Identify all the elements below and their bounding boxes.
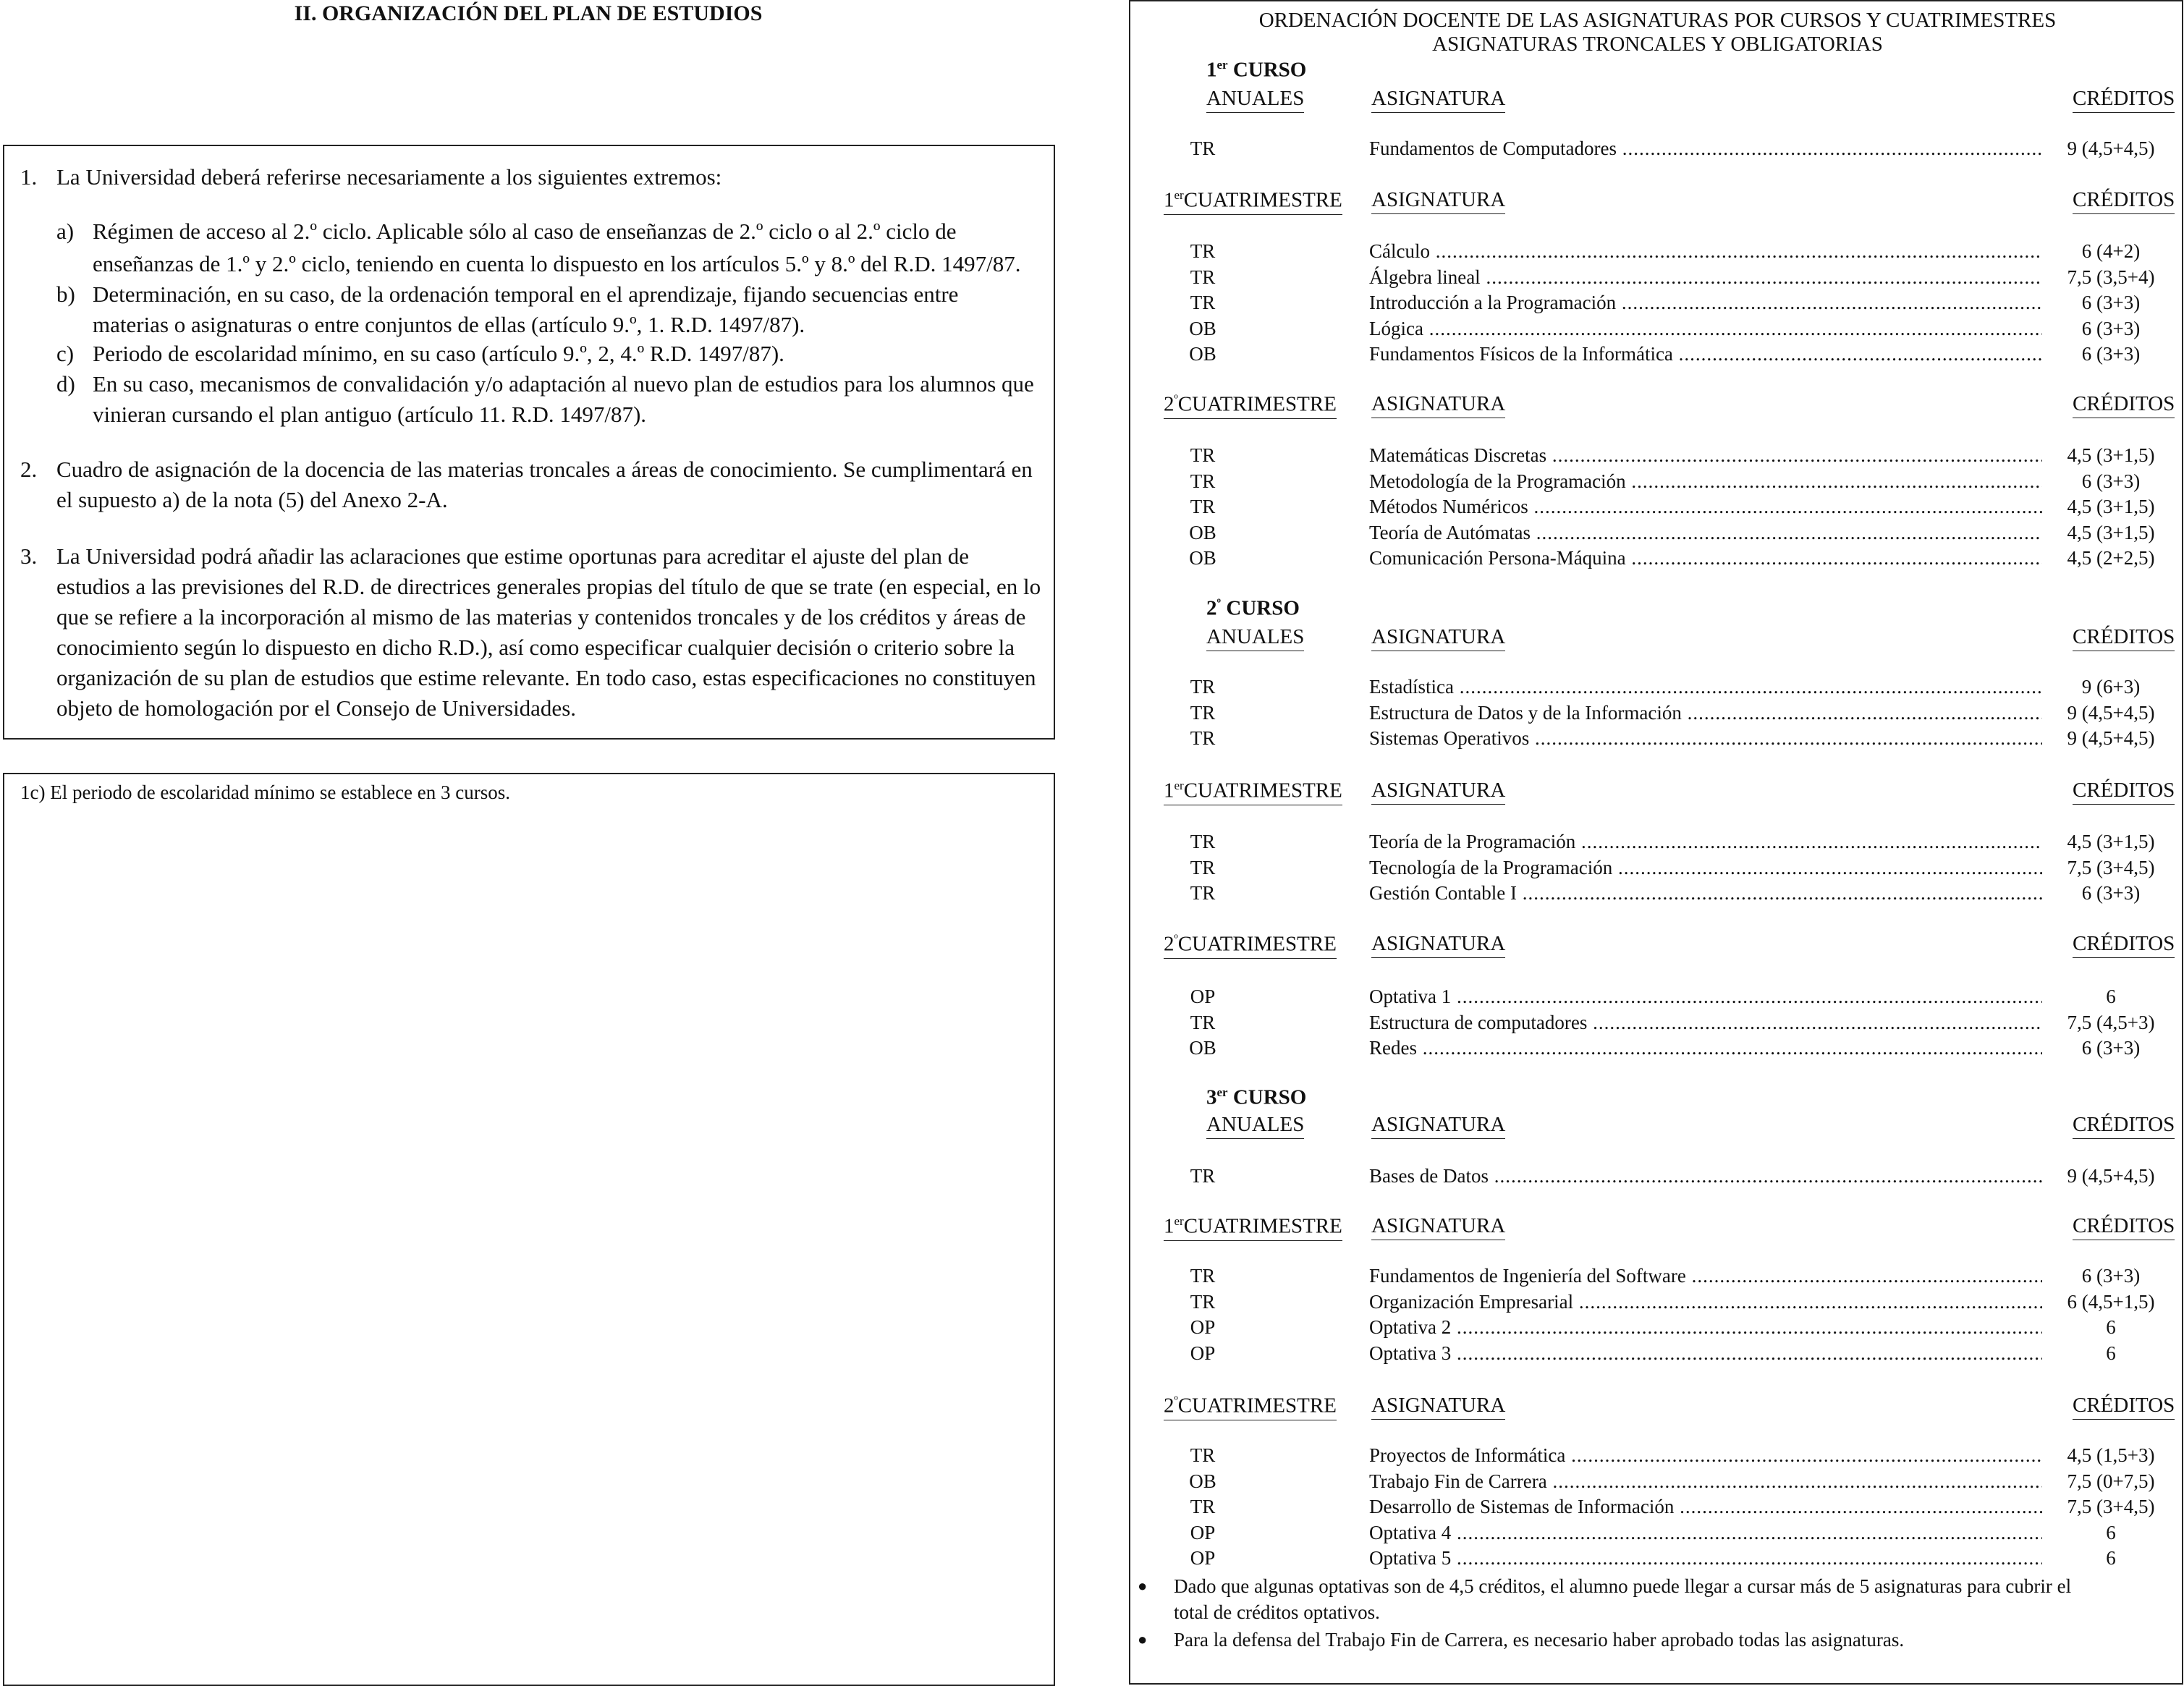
notes-box	[3, 773, 1055, 1686]
course-row	[1130, 831, 2184, 857]
item-line: Cuadro de asignación de la docencia de las materias troncales a áreas de conocimiento. Se cumplimentará en	[56, 457, 1033, 482]
course-credits: 6 (3+3)	[2081, 470, 2141, 492]
course-type: TR	[1190, 701, 1216, 724]
page-title: II. ORGANIZACIÓN DEL PLAN DE ESTUDIOS	[294, 1, 763, 25]
period-header: $2^ºCUATRIMESTRE$	[1164, 392, 1337, 419]
course-subject: Optativa 3 .....	[1369, 1342, 2042, 1365]
note-line: total de créditos optativos.	[1174, 1601, 1380, 1623]
course-subject: Estadística .....	[1369, 676, 2042, 698]
course-subject: Metodología de la Programación .....	[1369, 470, 2042, 493]
course-type: TR	[1190, 266, 1216, 288]
course-subject: Tecnología de la Programación .....	[1369, 857, 2042, 879]
bullet-icon: ●	[1138, 1577, 1148, 1595]
course-credits: 7,5 (0+7,5)	[2067, 1470, 2155, 1492]
column-header-asignatura: ASIGNATURA	[1371, 392, 1505, 418]
course-row	[1130, 857, 2184, 883]
column-header-asignatura: ASIGNATURA	[1371, 1394, 1505, 1420]
course-credits: 6 (3+3)	[2081, 292, 2141, 313]
column-header-creditos: CRÉDITOS	[2073, 932, 2175, 958]
course-type: TR	[1190, 444, 1216, 466]
course-subject: Desarrollo de Sistemas de Información .....	[1369, 1496, 2042, 1518]
course-subject: Métodos Numéricos .....	[1369, 496, 2042, 518]
course-type: OB	[1189, 1037, 1216, 1059]
course-subject: Optativa 1 .....	[1369, 986, 2042, 1008]
course-credits: 4,5 (1,5+3)	[2067, 1444, 2155, 1466]
column-header-creditos: CRÉDITOS	[2073, 188, 2175, 214]
column-header-creditos: CRÉDITOS	[2073, 1394, 2175, 1420]
course-type: TR	[1190, 1011, 1216, 1033]
course-row	[1130, 1470, 2184, 1496]
course-credits: 4,5 (2+2,5)	[2067, 547, 2155, 569]
column-header-creditos: CRÉDITOS	[2073, 87, 2175, 113]
item-line: conocimiento según lo dispuesto en dicho R.D.), así como especificar cualquier decisión o criterio sobre la	[56, 635, 1015, 660]
course-subject: Organización Empresarial .....	[1369, 1291, 2042, 1313]
course-subject: Optativa 5 .....	[1369, 1547, 2042, 1569]
curso-label: 3er CURSO	[1206, 1085, 1307, 1109]
course-subject: Optativa 4 .....	[1369, 1522, 2042, 1544]
course-row	[1130, 1291, 2184, 1317]
course-subject: Estructura de computadores .....	[1369, 1012, 2042, 1034]
course-row	[1130, 676, 2184, 702]
course-subject: Comunicación Persona-Máquina .....	[1369, 547, 2042, 569]
course-credits: 4,5 (3+1,5)	[2067, 496, 2155, 517]
course-subject: Introducción a la Programación .....	[1369, 292, 2042, 314]
course-row	[1130, 470, 2184, 496]
course-row	[1130, 1012, 2184, 1038]
course-type: TR	[1190, 831, 1216, 852]
course-row	[1130, 522, 2184, 548]
course-credits: 9 (4,5+4,5)	[2067, 1165, 2155, 1187]
column-header-asignatura: ASIGNATURA	[1371, 932, 1505, 958]
bullet-icon: ●	[1138, 1630, 1148, 1648]
course-row	[1130, 318, 2184, 344]
course-row	[1130, 1165, 2184, 1191]
course-credits: 7,5 (3+4,5)	[2067, 1496, 2155, 1517]
course-credits: 6	[2106, 1521, 2116, 1543]
note-line: Para la defensa del Trabajo Fin de Carrera, es necesario haber aprobado todas las asignaturas.	[1174, 1629, 1905, 1651]
column-header-creditos: CRÉDITOS	[2073, 392, 2175, 418]
course-row	[1130, 137, 2184, 164]
course-type: OB	[1189, 317, 1216, 339]
subitem-label: d)	[56, 371, 75, 397]
course-row	[1130, 292, 2184, 318]
course-credits: 4,5 (3+1,5)	[2067, 831, 2155, 852]
course-row	[1130, 1522, 2184, 1548]
course-type: OP	[1190, 986, 1216, 1007]
course-subject: Trabajo Fin de Carrera .....	[1369, 1470, 2042, 1493]
note-line: Dado que algunas optativas son de 4,5 créditos, el alumno puede llegar a cursar más de 5 asignaturas para cubrir el	[1174, 1575, 2072, 1597]
course-type: TR	[1190, 1290, 1216, 1313]
course-row	[1130, 547, 2184, 573]
course-type: OB	[1189, 521, 1216, 543]
course-type: TR	[1190, 292, 1216, 313]
course-type: TR	[1190, 882, 1216, 904]
course-credits: 6 (3+3)	[2081, 317, 2141, 339]
subitem-label: b)	[56, 281, 75, 307]
item-text: La Universidad deberá referirse necesariamente a los siguientes extremos:	[56, 164, 722, 190]
item-line: La Universidad podrá añadir las aclaraciones que estime oportunas para acreditar el ajuste del plan de	[56, 543, 969, 569]
course-credits: 6	[2106, 1316, 2116, 1338]
course-row	[1130, 882, 2184, 908]
course-row	[1130, 1037, 2184, 1063]
course-credits: 9 (4,5+4,5)	[2067, 701, 2155, 724]
course-type: OP	[1190, 1316, 1216, 1338]
column-header-asignatura: ASIGNATURA	[1371, 188, 1505, 214]
course-type: OB	[1189, 343, 1216, 365]
column-header-asignatura: ASIGNATURA	[1371, 625, 1505, 651]
course-row	[1130, 1547, 2184, 1573]
course-credits: 4,5 (3+1,5)	[2067, 444, 2155, 466]
subitem-line: vinieran cursando el plan antiguo (artículo 11. R.D. 1497/87).	[93, 402, 647, 427]
item-line: objeto de homologación por el Consejo de Universidades.	[56, 695, 577, 721]
course-type: TR	[1190, 727, 1216, 749]
subitem-line: enseñanzas de 1.º y 2.º ciclo, teniendo en cuenta lo dispuesto en los artículos 5.º y 8.º del R.D. 1497/87.	[93, 251, 1021, 276]
section-subheading: ASIGNATURAS TRONCALES Y OBLIGATORIAS	[1432, 33, 1883, 56]
course-type: TR	[1190, 470, 1216, 492]
course-row	[1130, 240, 2184, 266]
course-row	[1130, 496, 2184, 522]
subitem-line: En su caso, mecanismos de convalidación y/o adaptación al nuevo plan de estudios para los alumnos que	[93, 371, 1034, 397]
course-type: TR	[1190, 676, 1216, 698]
course-type: TR	[1190, 856, 1216, 878]
column-header-asignatura: ASIGNATURA	[1371, 1214, 1505, 1240]
course-row	[1130, 1342, 2184, 1368]
course-credits: 4,5 (3+1,5)	[2067, 521, 2155, 543]
course-subject: Gestión Contable I .....	[1369, 882, 2042, 905]
course-subject: Bases de Datos .....	[1369, 1165, 2042, 1187]
course-row	[1130, 343, 2184, 369]
column-header-creditos: CRÉDITOS	[2073, 625, 2175, 651]
note-bullet	[1138, 1573, 2165, 1625]
course-type: TR	[1190, 1496, 1216, 1517]
course-credits: 6 (3+3)	[2081, 882, 2141, 904]
period-header: 1erCUATRIMESTRE	[1164, 779, 1342, 805]
course-type: TR	[1190, 496, 1216, 517]
course-credits: 6	[2106, 986, 2116, 1007]
course-subject: Teoría de la Programación .....	[1369, 831, 2042, 853]
subitem-line: Determinación, en su caso, de la ordenación temporal en el aprendizaje, fijando secuencias entre	[93, 281, 959, 307]
subitem-line: Régimen de acceso al 2.º ciclo. Aplicable sólo al caso de enseñanzas de 2.º ciclo o al 2.º ciclo de	[93, 219, 957, 244]
course-row	[1130, 1316, 2184, 1342]
course-subject: Proyectos de Informática .....	[1369, 1444, 2042, 1467]
course-credits: 9 (4,5+4,5)	[2067, 727, 2155, 749]
instructions-box	[3, 145, 1055, 740]
course-credits: 6 (4,5+1,5)	[2067, 1290, 2155, 1313]
escolaridad-note: 1c) El periodo de escolaridad mínimo se establece en 3 cursos.	[20, 781, 511, 803]
course-type: OP	[1190, 1342, 1216, 1364]
subitem-line: materias o asignaturas o entre conjuntos de ellas (artículo 9.º, 1. R.D. 1497/87).	[93, 312, 805, 337]
course-type: OB	[1189, 547, 1216, 569]
course-subject: Lógica .....	[1369, 318, 2042, 340]
course-subject: Estructura de Datos y de la Información .....	[1369, 702, 2042, 724]
curso-label: 1er CURSO	[1206, 58, 1307, 82]
course-type: OP	[1190, 1547, 1216, 1569]
course-credits: 9 (6+3)	[2081, 676, 2141, 698]
period-header: ANUALES	[1206, 1113, 1304, 1139]
course-subject: Fundamentos Físicos de la Informática .....	[1369, 343, 2042, 365]
column-header-asignatura: ASIGNATURA	[1371, 1113, 1505, 1139]
course-row	[1130, 702, 2184, 728]
course-credits: 6 (4+2)	[2081, 240, 2141, 262]
course-row	[1130, 1265, 2184, 1291]
course-credits: 6	[2106, 1547, 2116, 1569]
item-line: el supuesto a) de la nota (5) del Anexo 2-A.	[56, 487, 448, 512]
course-type: TR	[1190, 240, 1216, 262]
column-header-asignatura: ASIGNATURA	[1371, 87, 1505, 113]
period-header: 1erCUATRIMESTRE	[1164, 188, 1342, 215]
column-header-creditos: CRÉDITOS	[2073, 1214, 2175, 1240]
course-row	[1130, 444, 2184, 470]
ordenacion-docente-box	[1129, 0, 2183, 1685]
course-subject: Teoría de Autómatas .....	[1369, 522, 2042, 544]
course-subject: Fundamentos de Ingeniería del Software .....	[1369, 1265, 2042, 1287]
period-header: $2^ºCUATRIMESTRE$	[1164, 932, 1337, 959]
item-line: estudios a las previsiones del R.D. de directrices generales propias del título de que se trate (en especial, en lo	[56, 574, 1041, 599]
course-type: TR	[1190, 137, 1216, 159]
course-row	[1130, 986, 2184, 1012]
item-line: organización de su plan de estudios que estime relevante. En todo caso, estas especificaciones no constituyen	[56, 665, 1036, 690]
course-credits: 9 (4,5+4,5)	[2067, 137, 2155, 159]
subitem-label: a)	[56, 219, 75, 244]
course-subject: Redes .....	[1369, 1037, 2042, 1059]
subitem-line: Periodo de escolaridad mínimo, en su caso (artículo 9.º, 2, 4.º R.D. 1497/87).	[93, 341, 784, 366]
course-subject: Optativa 2 .....	[1369, 1316, 2042, 1339]
course-credits: 6 (3+3)	[2081, 1265, 2141, 1287]
course-row	[1130, 266, 2184, 292]
item-number: 3.	[20, 543, 38, 569]
section-heading: ORDENACIÓN DOCENTE DE LAS ASIGNATURAS POR CURSOS Y CUATRIMESTRES	[1258, 9, 2057, 32]
period-header: ANUALES	[1206, 625, 1304, 651]
course-row	[1130, 1496, 2184, 1522]
note-bullet	[1138, 1627, 2165, 1653]
course-type: OP	[1190, 1521, 1216, 1543]
course-credits: 6	[2106, 1342, 2116, 1364]
course-subject: Fundamentos de Computadores .....	[1369, 137, 2042, 160]
column-header-creditos: CRÉDITOS	[2073, 779, 2175, 805]
course-subject: Sistemas Operativos .....	[1369, 727, 2042, 750]
course-credits: 7,5 (3+4,5)	[2067, 856, 2155, 878]
course-type: OB	[1189, 1470, 1216, 1492]
course-credits: 6 (3+3)	[2081, 1037, 2141, 1059]
course-credits: 6 (3+3)	[2081, 343, 2141, 365]
course-row	[1130, 1444, 2184, 1470]
period-header: ANUALES	[1206, 87, 1304, 113]
course-type: TR	[1190, 1444, 1216, 1466]
subitem-label: c)	[56, 341, 75, 366]
course-credits: 7,5 (4,5+3)	[2067, 1011, 2155, 1033]
course-type: TR	[1190, 1265, 1216, 1287]
period-header: $2^ºCUATRIMESTRE$	[1164, 1394, 1337, 1420]
column-header-asignatura: ASIGNATURA	[1371, 779, 1505, 805]
course-row	[1130, 727, 2184, 753]
course-subject: Matemáticas Discretas .....	[1369, 444, 2042, 467]
column-header-creditos: CRÉDITOS	[2073, 1113, 2175, 1139]
period-header: 1erCUATRIMESTRE	[1164, 1214, 1342, 1241]
course-subject: Álgebra lineal .....	[1369, 266, 2042, 289]
course-credits: 7,5 (3,5+4)	[2067, 266, 2155, 288]
item-number: 1.	[20, 164, 38, 190]
item-line: que se refiere a la incorporación al mismo de las materias y contenidos troncales y de los créditos y áreas de	[56, 604, 1026, 630]
curso-label: $2^º$ CURSO	[1206, 596, 1300, 620]
item-number: 2.	[20, 457, 38, 482]
course-type: TR	[1190, 1165, 1216, 1187]
course-subject: Cálculo .....	[1369, 240, 2042, 263]
